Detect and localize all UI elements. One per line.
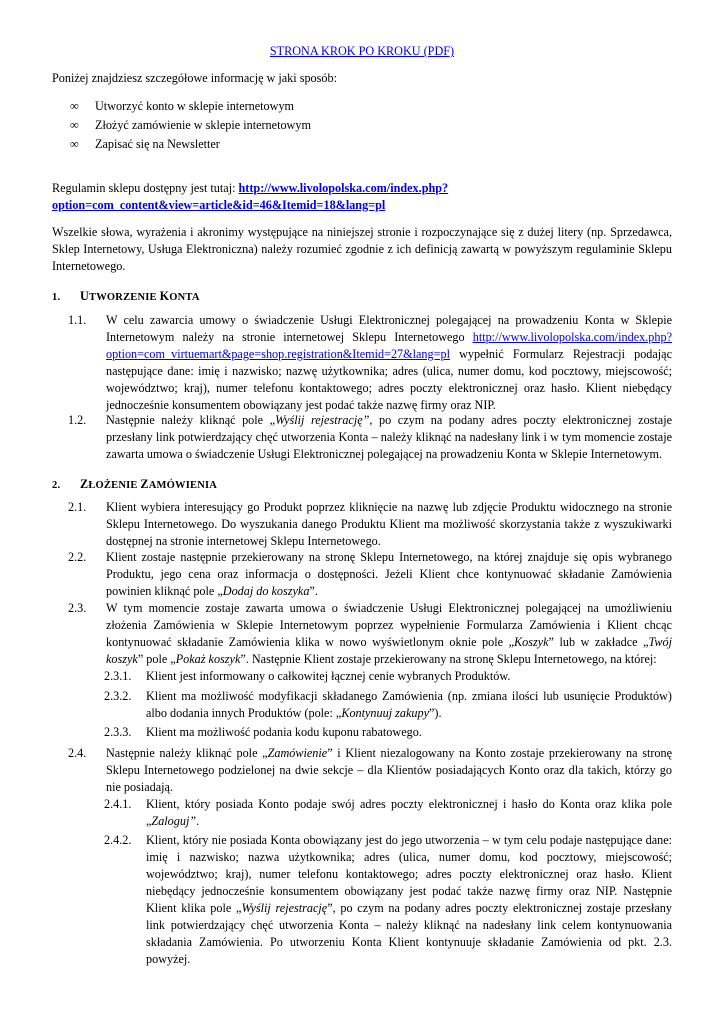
item-number: 1.1. [68, 313, 87, 327]
regulations-prefix: Regulamin sklepu dostępny jest tutaj: [52, 181, 239, 195]
item-number: 2.3.2. [104, 689, 132, 703]
list-item-2-1 [68, 499, 672, 550]
item-number: 2.2. [68, 550, 87, 564]
list-item-1-1 [68, 312, 672, 414]
list-item-2-3-2 [104, 688, 672, 722]
list-item [70, 136, 311, 155]
item-number: 2.3.3. [104, 725, 132, 739]
item-number: 2.4. [68, 746, 87, 760]
intro-text: Poniżej znajdziesz szczegółowe informację w jaki sposób: [52, 71, 337, 85]
item-number: 2.3.1. [104, 669, 132, 683]
item-number: 2.4.2. [104, 833, 132, 847]
section-heading-account: 1. UTWORZENIE KONTA [52, 289, 200, 303]
infinity-bullet-icon: ∞ [70, 137, 79, 151]
list-item-2-3-1 [104, 668, 672, 685]
item-text: Klient ma możliwość modyfikacji składanego Zamówienia (np. zmiana ilości lub usunięcie Produktów) albo dodania innych Produktów (pole: „Kontynuuj zakupy”). [146, 689, 672, 720]
item-text: Klient ma możliwość podania kodu kuponu rabatowego. [146, 725, 422, 739]
list-item-2-3-3 [104, 724, 672, 741]
infinity-bullet-icon: ∞ [70, 118, 79, 132]
list-item-2-4-1 [104, 796, 672, 830]
list-item [70, 98, 311, 117]
list-item-2-2 [68, 549, 672, 600]
item-text: W celu zawarcia umowy o świadczenie Usługi Elektronicznej polegającej na prowadzeniu Konta w Sklepie Internetowym należy na stronie internetowej Sklepu Internetowego http://www.livolopolska.com/index.php? option=com_virtuemart&page=shop.registration&Itemid=27&lang=pl wypełnić Formularz Rejestracji podając następujące dane: imię i nazwisko; nazwę użytkownika; adres (ulica, numer domu, kod pocztowy, miejscowość; województwo; kraj), numer telefonu kontaktowego; adres poczty elektronicznej oraz hasło. Klient niebędący jednocześnie konsumentem obowiązany jest podać także nazwę firmy oraz NIP. [106, 313, 672, 412]
bullet-text: Zapisać się na Newsletter [95, 137, 220, 151]
infinity-bullet-icon: ∞ [70, 99, 79, 113]
item-text: Następnie należy kliknąć pole „Zamówienie” i Klient niezalogowany na Konto zostaje przekierowany na stronę Sklepu Internetowego podzielonej na dwie sekcje – dla Klientów posiadających Konto oraz dla takich, którzy go nie posiadają. [106, 746, 672, 794]
regulations-link[interactable]: http://www.livolopolska.com/index.php? option=com_content&view=article&id=46&Itemid=18&lang=pl [52, 181, 449, 212]
section-heading-order: 2. ZŁOŻENIE ZAMÓWIENIA [52, 477, 218, 491]
item-text: W tym momencie zostaje zawarta umowa o świadczenie Usługi Elektronicznej polegającej na umożliwieniu złożenia Zamówienia w Sklepie Internetowym poprzez wypełnienie Formularza Zamówienia i Klient chcąc kontynuować składanie Zamówienia klika w nowo wyświetlonym oknie pole „Koszyk” lub w zakładce „Twój koszyk” pole „Pokaż koszyk”. Następnie Klient zostaje przekierowany na stronę Sklepu Internetowego, na której: [106, 601, 672, 666]
bullet-list [70, 98, 311, 155]
item-number: 1.2. [68, 413, 87, 427]
list-item-1-2 [68, 412, 672, 463]
list-item [70, 117, 311, 136]
registration-link[interactable]: http://www.livolopolska.com/index.php? option=com_virtuemart&page=shop.registration&Itemid=27&lang=pl [106, 330, 672, 361]
item-number: 2.4.1. [104, 797, 132, 811]
bullet-text: Utworzyć konto w sklepie internetowym [95, 99, 295, 113]
item-text: Klient wybiera interesujący go Produkt poprzez kliknięcie na nazwę lub zdjęcie Produktu widocznego na stronie Sklepu Internetowego. Do wyszukania danego Produktu Klient ma możliwość skorzystania także z wyszukiwarki dostępnej na stronie internetowej Sklepu Internetowego. [106, 500, 672, 548]
page-title [52, 43, 672, 60]
definitions-paragraph: Wszelkie słowa, wyrażenia i akronimy występujące na niniejszej stronie i rozpoczynające się z dużej litery (np. Sprzedawca, Sklep Internetowy, Usługa Elektroniczna) należy rozumieć zgodnie z ich definicją zawartą w powyższym regulaminie Sklepu Internetowego. [52, 225, 672, 273]
list-item-2-4 [68, 745, 672, 796]
bullet-text: Złożyć zamówienie w sklepie internetowym [95, 118, 311, 132]
item-number: 2.1. [68, 500, 87, 514]
item-text: Klient jest informowany o całkowitej łącznej cenie wybranych Produktów. [146, 669, 511, 683]
item-text: Klient, który nie posiada Konta obowiązany jest do jego utworzenia – w tym celu podaje następujące dane: imię i nazwisko; nazwa użytkownika; adres (ulica, numer domu, kod pocztowy, miejscowość; województwo; kraj), numer telefonu kontaktowego; adres poczty elektronicznej oraz hasło. Klient niebędący jednocześnie konsumentem obowiązany jest podać także nazwę firmy oraz NIP. Następnie Klient klika pole „Wyślij rejestrację”, po czym na podany adres poczty elektronicznej zostaje przesłany link potwierdzający chęć utworzenia Konta – należy kliknąć na nadesłany link celem kontynuowania składania Zamówienia. Po utworzeniu Konta Klient kontynuuje składanie Zamówienia od pkt. 2.3. powyżej. [146, 833, 672, 966]
title-link[interactable]: STRONA KROK PO KROKU (PDF) [269, 44, 455, 58]
item-text: Następnie należy kliknąć pole „Wyślij rejestrację”, po czym na podany adres poczty elektronicznej zostaje przesłany link potwierdzający chęć utworzenia Konta – należy kliknąć na nadesłany link i w tym momencie zostaje zawarta umowa o świadczenie Usługi Elektronicznej polegającej na prowadzeniu Konta w Sklepie Internetowym. [106, 413, 672, 461]
list-item-2-3 [68, 600, 672, 668]
list-item-2-4-2 [104, 832, 672, 968]
item-text: Klient zostaje następnie przekierowany na stronę Sklepu Internetowego, na której znajduje się opis wybranego Produktu, jego cena oraz informacja o dostępności. Jeżeli Klient chce kontynuować składanie Zamówienia powinien kliknąć pole „Dodaj do koszyka”. [106, 550, 672, 598]
item-text: Klient, który posiada Konto podaje swój adres poczty elektronicznej i hasło do Konta oraz klika pole „Zaloguj”. [146, 797, 672, 828]
regulations-paragraph [52, 180, 672, 214]
item-number: 2.3. [68, 601, 87, 615]
